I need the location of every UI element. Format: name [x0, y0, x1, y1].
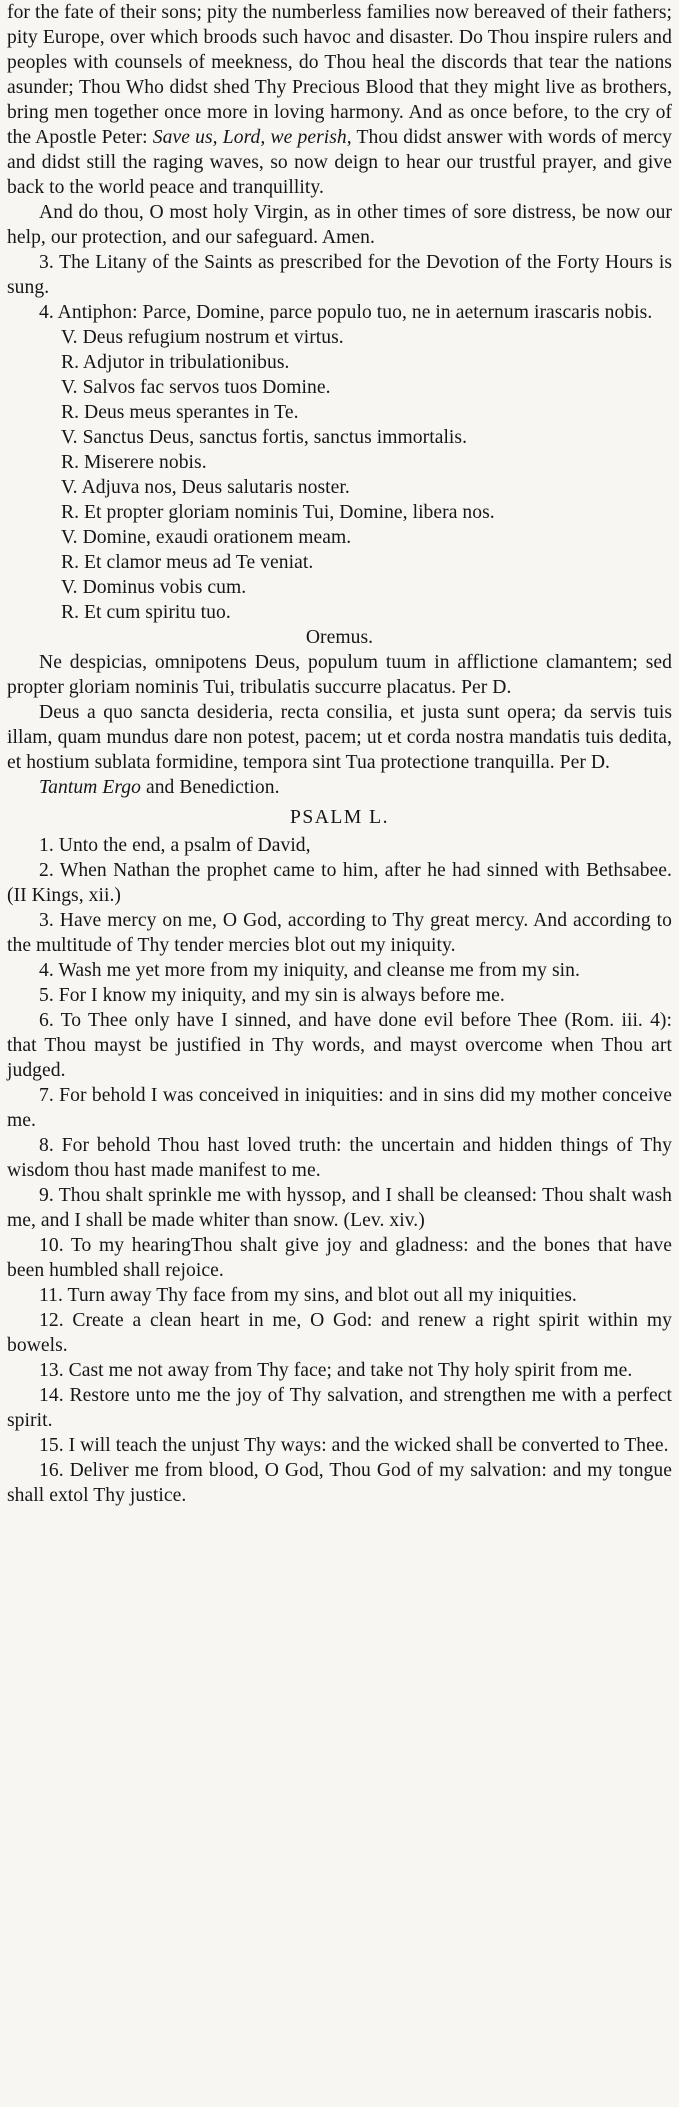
versicle: V. Sanctus Deus, sanctus fortis, sanctus immortalis. [61, 427, 468, 448]
psalm-verse: 10. To my hearingThou shalt give joy and gladness: and the bones that have been humbled shall rejoice. [7, 1235, 672, 1281]
psalm-verse: 4. Wash me yet more from my iniquity, and cleanse me from my sin. [39, 960, 580, 981]
response: R. Et clamor meus ad Te veniat. [61, 552, 314, 573]
antiphon: 4. Antiphon: Parce, Domine, parce populo tuo, ne in aeternum irascaris nobis. [39, 302, 653, 323]
collect-paragraph: Ne despicias, omnipotens Deus, populum tuum in afflictione clamantem; sed propter gloriam nominis Tui, tribulatis succurre placatus. Per D. [7, 652, 672, 698]
psalm-verse: 15. I will teach the unjust Thy ways: and the wicked shall be converted to Thee. [39, 1435, 669, 1456]
psalm-verse: 11. Turn away Thy face from my sins, and blot out all my iniquities. [39, 1285, 577, 1306]
psalm-verse: 13. Cast me not away from Thy face; and take not Thy holy spirit from me. [39, 1360, 633, 1381]
psalm-verse: 2. When Nathan the prophet came to him, after he had sinned with Bethsabee. (II Kings, xii.) [7, 860, 672, 906]
litany-instruction: 3. The Litany of the Saints as prescribed for the Devotion of the Forty Hours is sung. [7, 252, 672, 298]
psalm-verse: 9. Thou shalt sprinkle me with hyssop, and I shall be cleansed: Thou shalt wash me, and I shall be made whiter than snow. (Lev. xiv.) [7, 1185, 672, 1231]
benediction-line: Tantum Ergo and Benediction. [39, 777, 280, 798]
psalm-verse: 5. For I know my iniquity, and my sin is always before me. [39, 985, 505, 1006]
psalm-verse: 3. Have mercy on me, O God, according to Thy great mercy. And according to the multitude of Thy tender mercies blot out my iniquity. [7, 910, 672, 956]
psalm-verse: 1. Unto the end, a psalm of David, [39, 835, 311, 856]
prayer-italic-quote: Save us, Lord, we perish, [152, 127, 352, 148]
collect-paragraph: Deus a quo sancta desideria, recta consilia, et justa sunt opera; da servis tuis illam, quam mundus dare non potest, pacem; ut et corda nostra mandatis tuis dedita, et hostium sublata formidine, tempora sint Tua protectione tranquilla. Per D. [7, 702, 672, 773]
prayer-paragraph-virgin: And do thou, O most holy Virgin, as in other times of sore distress, be now our help, our protection, and our safeguard. Amen. [7, 202, 672, 248]
psalm-verse: 14. Restore unto me the joy of Thy salvation, and strengthen me with a perfect spirit. [7, 1385, 672, 1431]
psalm-verse: 8. For behold Thou hast loved truth: the uncertain and hidden things of Thy wisdom thou hast made manifest to me. [7, 1135, 672, 1181]
psalm-verse: 12. Create a clean heart in me, O God: and renew a right spirit within my bowels. [7, 1310, 672, 1356]
response: R. Deus meus sperantes in Te. [61, 402, 299, 423]
prayer-paragraph: for the fate of their sons; pity the numberless families now bereaved of their fathers; pity Europe, over which broods such havoc and disaster. Do Thou inspire rulers and peoples with counsels of meekness, do Thou heal the discords that tear the nations asunder; Thou Who didst shed Thy Precious Blood that they might live as brothers, bring men together once more in loving harmony. And as once before, to the cry of the Apostle Peter: Save us, Lord, we perish, Thou didst answer with words of mercy and didst still the raging waves, so now deign to hear our trustful prayer, and give back to the world peace and tranquillity. [7, 2, 672, 198]
versicle: V. Domine, exaudi orationem meam. [61, 527, 352, 548]
psalm-verse: 6. To Thee only have I sinned, and have done evil before Thee (Rom. iii. 4): that Thou mayst be justified in Thy words, and mayst overcome when Thou art judged. [7, 1010, 672, 1081]
psalm-heading: PSALM L. [289, 807, 390, 828]
response: R. Et propter gloriam nominis Tui, Domine, libera nos. [61, 502, 495, 523]
psalm-verse: 16. Deliver me from blood, O God, Thou God of my salvation: and my tongue shall extol Thy justice. [7, 1460, 672, 1506]
versicle: V. Deus refugium nostrum et virtus. [61, 327, 344, 348]
response: R. Miserere nobis. [61, 452, 207, 473]
versicle: V. Dominus vobis cum. [61, 577, 247, 598]
response: R. Et cum spiritu tuo. [61, 602, 231, 623]
response: R. Adjutor in tribulationibus. [61, 352, 290, 373]
oremus-heading: Oremus. [305, 627, 374, 648]
versicle: V. Salvos fac servos tuos Domine. [61, 377, 331, 398]
versicle: V. Adjuva nos, Deus salutaris noster. [61, 477, 350, 498]
psalm-verse: 7. For behold I was conceived in iniquities: and in sins did my mother conceive me. [7, 1085, 672, 1131]
